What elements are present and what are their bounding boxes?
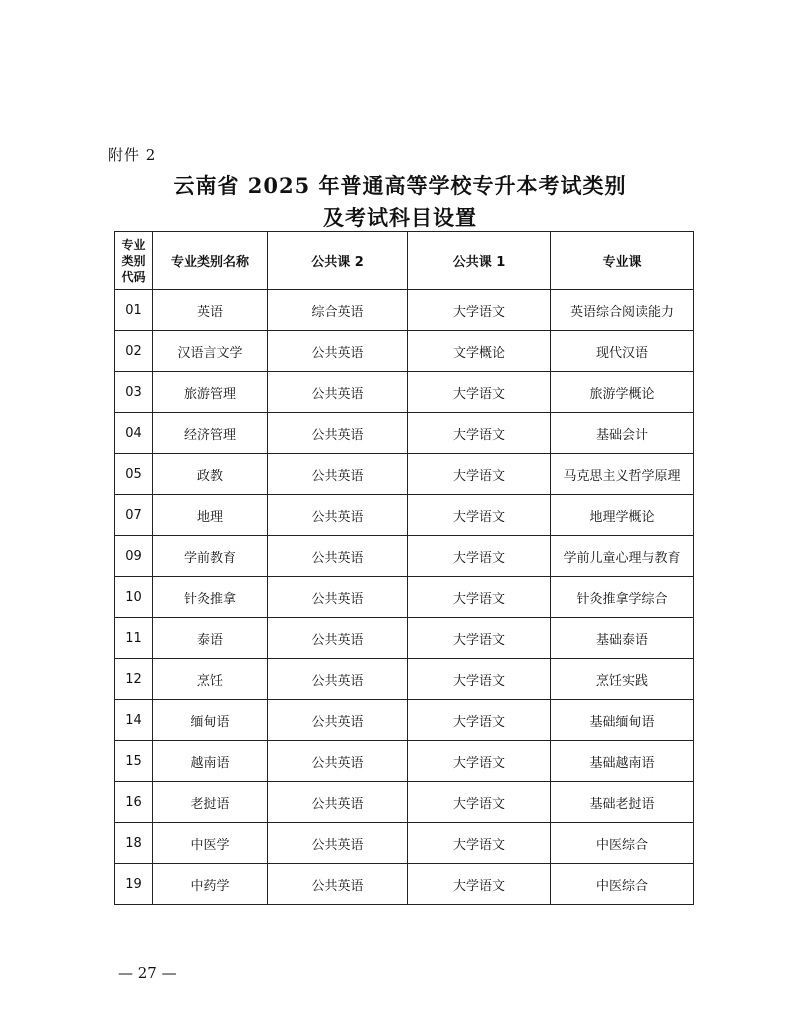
cell-name: 英语: [153, 290, 268, 331]
header-code: [115, 232, 153, 290]
cell-public2: 公共英语: [268, 659, 408, 700]
cell-public2: 公共英语: [268, 413, 408, 454]
cell-code: 16: [115, 782, 153, 823]
table-header-row: [115, 232, 694, 290]
table-row: [115, 290, 694, 331]
cell-public1: 大学语文: [408, 823, 551, 864]
cell-public2: 公共英语: [268, 331, 408, 372]
table-row: [115, 495, 694, 536]
table-row: [115, 823, 694, 864]
cell-code: 01: [115, 290, 153, 331]
table-row: [115, 536, 694, 577]
table-body: [115, 290, 694, 905]
table-row: [115, 700, 694, 741]
cell-public1: 大学语文: [408, 495, 551, 536]
exam-subjects-table: [114, 231, 694, 905]
cell-public2: 公共英语: [268, 536, 408, 577]
table-row: [115, 618, 694, 659]
cell-major: 基础越南语: [551, 741, 694, 782]
cell-name: 中药学: [153, 864, 268, 905]
cell-public2: 公共英语: [268, 700, 408, 741]
cell-public2: 公共英语: [268, 823, 408, 864]
cell-major: 马克思主义哲学原理: [551, 454, 694, 495]
cell-major: 针灸推拿学综合: [551, 577, 694, 618]
cell-major: 地理学概论: [551, 495, 694, 536]
cell-major: 基础缅甸语: [551, 700, 694, 741]
cell-code: 03: [115, 372, 153, 413]
document-title-line2: 及考试科目设置: [323, 205, 477, 230]
cell-name: 针灸推拿: [153, 577, 268, 618]
header-public1: 公共课 1: [408, 232, 551, 290]
cell-code: 09: [115, 536, 153, 577]
table-row: [115, 741, 694, 782]
cell-public1: 大学语文: [408, 864, 551, 905]
cell-public1: 文学概论: [408, 331, 551, 372]
header-major: 专业课: [551, 232, 694, 290]
cell-name: 中医学: [153, 823, 268, 864]
cell-public1: 大学语文: [408, 536, 551, 577]
cell-name: 老挝语: [153, 782, 268, 823]
attachment-label: 附件 2: [108, 146, 157, 164]
page-number: — 27 —: [118, 964, 177, 982]
cell-code: 05: [115, 454, 153, 495]
cell-major: 中医综合: [551, 823, 694, 864]
table-row: [115, 864, 694, 905]
cell-name: 烹饪: [153, 659, 268, 700]
cell-public2: 公共英语: [268, 741, 408, 782]
table-row: [115, 413, 694, 454]
cell-code: 14: [115, 700, 153, 741]
cell-public2: 公共英语: [268, 372, 408, 413]
cell-public2: 公共英语: [268, 454, 408, 495]
cell-public1: 大学语文: [408, 700, 551, 741]
cell-public1: 大学语文: [408, 372, 551, 413]
cell-name: 越南语: [153, 741, 268, 782]
cell-name: 缅甸语: [153, 700, 268, 741]
cell-public2: 公共英语: [268, 495, 408, 536]
table-row: [115, 659, 694, 700]
cell-public1: 大学语文: [408, 741, 551, 782]
table-row: [115, 577, 694, 618]
document-title-line1: 云南省 2025 年普通高等学校专升本考试类别: [173, 173, 627, 198]
cell-public2: 公共英语: [268, 782, 408, 823]
cell-major: 基础泰语: [551, 618, 694, 659]
cell-major: 现代汉语: [551, 331, 694, 372]
cell-code: 02: [115, 331, 153, 372]
cell-major: 中医综合: [551, 864, 694, 905]
cell-name: 汉语言文学: [153, 331, 268, 372]
cell-code: 12: [115, 659, 153, 700]
header-name: 专业类别名称: [153, 232, 268, 290]
header-public2: 公共课 2: [268, 232, 408, 290]
cell-name: 泰语: [153, 618, 268, 659]
cell-public2: 公共英语: [268, 618, 408, 659]
cell-name: 经济管理: [153, 413, 268, 454]
cell-major: 基础会计: [551, 413, 694, 454]
cell-code: 15: [115, 741, 153, 782]
cell-public1: 大学语文: [408, 290, 551, 331]
cell-code: 10: [115, 577, 153, 618]
table-row: [115, 782, 694, 823]
cell-code: 04: [115, 413, 153, 454]
cell-name: 旅游管理: [153, 372, 268, 413]
table-row: [115, 331, 694, 372]
cell-public2: 公共英语: [268, 864, 408, 905]
cell-name: 政教: [153, 454, 268, 495]
cell-public2: 综合英语: [268, 290, 408, 331]
cell-public1: 大学语文: [408, 782, 551, 823]
cell-public1: 大学语文: [408, 618, 551, 659]
cell-code: 11: [115, 618, 153, 659]
table-row: [115, 372, 694, 413]
cell-name: 学前教育: [153, 536, 268, 577]
cell-major: 学前儿童心理与教育: [551, 536, 694, 577]
cell-public1: 大学语文: [408, 659, 551, 700]
cell-name: 地理: [153, 495, 268, 536]
cell-code: 19: [115, 864, 153, 905]
header-code-text: 专业类别代码: [121, 237, 146, 284]
cell-major: 基础老挝语: [551, 782, 694, 823]
table-row: [115, 454, 694, 495]
cell-major: 烹饪实践: [551, 659, 694, 700]
cell-code: 18: [115, 823, 153, 864]
cell-public1: 大学语文: [408, 413, 551, 454]
cell-major: 英语综合阅读能力: [551, 290, 694, 331]
cell-public1: 大学语文: [408, 454, 551, 495]
cell-public1: 大学语文: [408, 577, 551, 618]
cell-code: 07: [115, 495, 153, 536]
cell-public2: 公共英语: [268, 577, 408, 618]
cell-major: 旅游学概论: [551, 372, 694, 413]
